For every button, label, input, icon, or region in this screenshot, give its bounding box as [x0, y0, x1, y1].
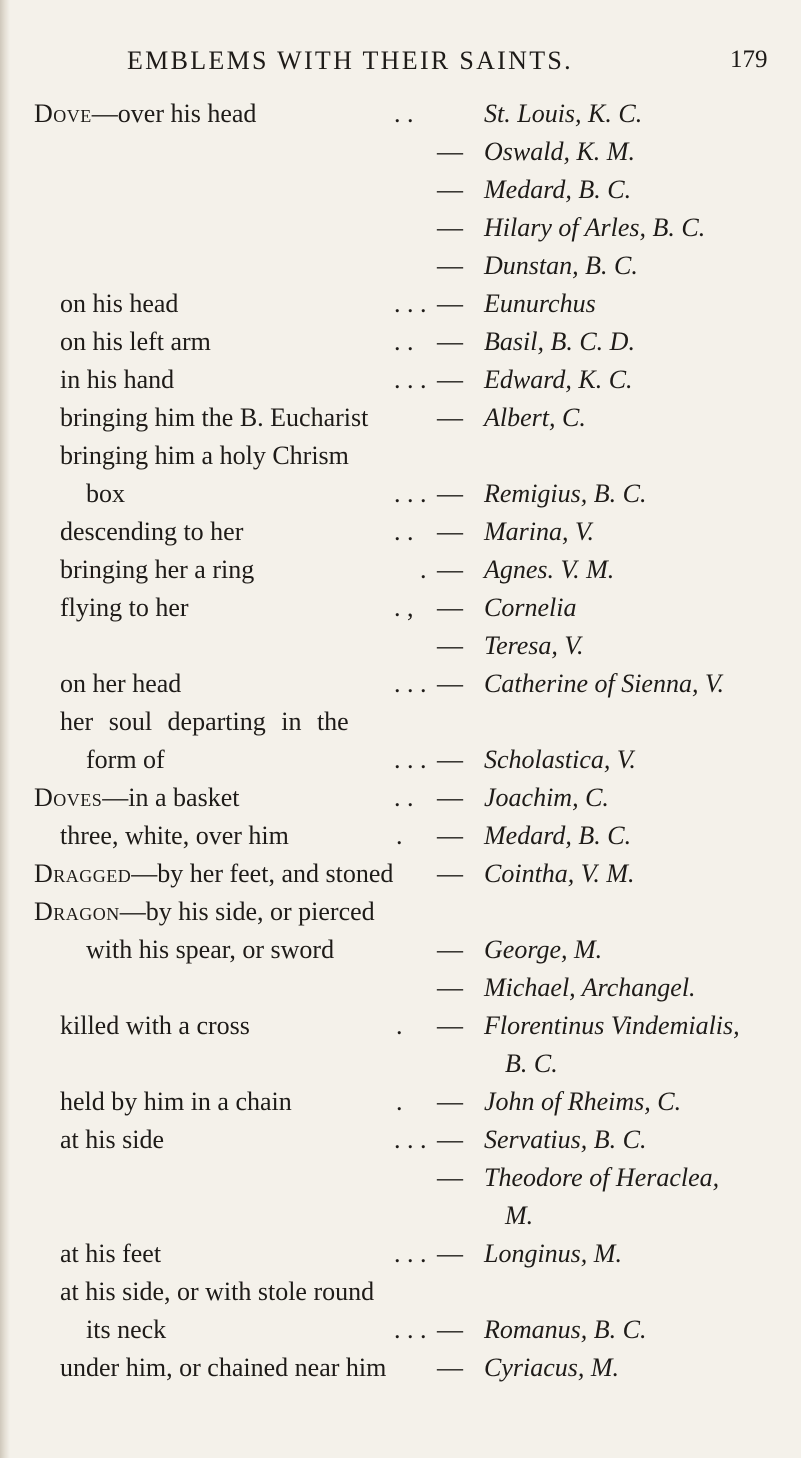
emblem-label: at his feet — [60, 1239, 162, 1268]
emblem-label: on his head — [60, 289, 179, 318]
ditto-dash: — — [437, 973, 463, 1002]
ditto-dash: — — [437, 593, 463, 622]
entry-row — [0, 247, 801, 285]
entry-row — [0, 209, 801, 247]
emblem-label: bringing him a holy Chrism — [60, 441, 349, 470]
saint-name: John of Rheims, C. — [484, 1087, 682, 1116]
entry-row — [0, 589, 801, 627]
leader-dots: . . . — [394, 1239, 427, 1268]
saint-name: Medard, B. C. — [484, 175, 632, 204]
emblem-label: under him, or chained near him — [60, 1353, 387, 1382]
emblem-label: on her head — [60, 669, 182, 698]
saint-name-continued: M. — [505, 1201, 534, 1230]
leader-dots: . — [396, 1011, 403, 1040]
emblem-heading: Doves — [34, 783, 103, 812]
entry-row — [0, 285, 801, 323]
saint-name-text: Louis, K. C. — [517, 99, 643, 128]
entry-row — [0, 703, 801, 741]
emblem-label — [34, 779, 239, 817]
entry-row — [0, 1045, 801, 1083]
leader-dots: . . . — [394, 669, 427, 698]
emblem-label: three, white, over him — [60, 821, 289, 850]
saint-name: Teresa, V. — [484, 631, 584, 660]
entry-row — [0, 95, 801, 133]
emblem-label: flying to her — [60, 593, 189, 622]
saint-name: Hilary of Arles, B. C. — [484, 213, 706, 242]
emblem-label — [34, 855, 393, 893]
ditto-dash: — — [437, 327, 463, 356]
entry-row — [0, 1349, 801, 1387]
emblem-label: killed with a cross — [60, 1011, 250, 1040]
emblem-label: its neck — [86, 1315, 167, 1344]
ditto-dash: — — [437, 1125, 463, 1154]
emblem-label: at his side — [60, 1125, 164, 1154]
saint-name: Joachim, C. — [484, 783, 609, 812]
ditto-dash: — — [437, 479, 463, 508]
saint-name: Servatius, B. C. — [484, 1125, 647, 1154]
saint-name: Longinus, M. — [484, 1239, 622, 1268]
entry-row — [0, 1273, 801, 1311]
leader-dots: . . — [394, 517, 414, 546]
entry-row — [0, 1121, 801, 1159]
ditto-dash: — — [437, 821, 463, 850]
ditto-dash: — — [437, 1353, 463, 1382]
saint-name: Albert, C. — [484, 403, 586, 432]
leader-dots: . . . — [394, 1315, 427, 1344]
entry-row — [0, 741, 801, 779]
leader-dots: . , — [394, 593, 414, 622]
emblem-label: in his hand — [60, 365, 175, 394]
emblem-heading: Dove — [34, 99, 92, 128]
ditto-dash: — — [437, 555, 463, 584]
page-number: 179 — [730, 46, 768, 73]
ditto-dash: — — [437, 251, 463, 280]
ditto-dash: — — [437, 1163, 463, 1192]
entry-row — [0, 817, 801, 855]
saint-name: Medard, B. C. — [484, 821, 632, 850]
entry-row — [0, 361, 801, 399]
saint-name: Cyriacus, M. — [484, 1353, 620, 1382]
emblem-detail: —by her feet, and stoned — [131, 859, 394, 888]
saint-name: Theodore of Heraclea, — [484, 1163, 720, 1192]
entry-row — [0, 893, 801, 931]
emblem-label: on his left arm — [60, 327, 211, 356]
leader-dots: . . . — [394, 479, 427, 508]
entry-row — [0, 1197, 801, 1235]
ditto-dash: — — [437, 935, 463, 964]
ditto-dash: — — [437, 783, 463, 812]
emblem-label — [34, 95, 256, 133]
leader-dots: . . . — [394, 745, 427, 774]
emblem-heading: Dragon — [34, 897, 120, 926]
entry-row — [0, 665, 801, 703]
ditto-dash: — — [437, 403, 463, 432]
entry-row — [0, 551, 801, 589]
saint-name-continued: B. C. — [505, 1049, 558, 1078]
saint-name — [484, 95, 642, 133]
saint-name: Cointha, V. M. — [484, 859, 635, 888]
entry-row — [0, 855, 801, 893]
emblem-detail: —in a basket — [102, 783, 240, 812]
entry-row — [0, 1311, 801, 1349]
emblem-label: box — [86, 479, 125, 508]
leader-dots: . . — [394, 783, 414, 812]
leader-dots: . — [420, 555, 427, 584]
ditto-dash: — — [437, 859, 463, 888]
entry-row — [0, 133, 801, 171]
ditto-dash: — — [437, 137, 463, 166]
emblem-label: descending to her — [60, 517, 244, 546]
emblem-label: bringing her a ring — [60, 555, 255, 584]
ditto-dash: — — [437, 213, 463, 242]
emblem-label: at his side, or with stole round — [60, 1277, 375, 1306]
entry-row — [0, 475, 801, 513]
saint-name: Agnes. V. M. — [484, 555, 615, 584]
entry-row — [0, 1007, 801, 1045]
leader-dots: . — [396, 1087, 403, 1116]
emblem-label: form of — [86, 745, 165, 774]
saint-name: Edward, K. C. — [484, 365, 633, 394]
leader-dots: . . — [394, 99, 414, 128]
saint-name: George, M. — [484, 935, 603, 964]
leader-dots: . . — [394, 327, 414, 356]
ditto-dash: — — [437, 1239, 463, 1268]
leader-dots: . — [396, 821, 403, 850]
emblem-detail: —over his head — [91, 99, 257, 128]
emblem-detail: —by his side, or pierced — [119, 897, 375, 926]
saint-name: Cornelia — [484, 593, 577, 622]
emblem-label: held by him in a chain — [60, 1087, 292, 1116]
saint-name: Romanus, B. C. — [484, 1315, 647, 1344]
leader-dots: . . . — [394, 365, 427, 394]
entry-row — [0, 931, 801, 969]
ditto-dash: — — [437, 745, 463, 774]
saint-name: Florentinus Vindemialis, — [484, 1011, 740, 1040]
running-title: EMBLEMS WITH THEIR SAINTS. — [127, 46, 573, 75]
saint-name: Catherine of Sienna, V. — [484, 669, 725, 698]
ditto-dash: — — [437, 669, 463, 698]
emblem-label — [34, 893, 375, 931]
entry-row — [0, 627, 801, 665]
entry-row — [0, 1159, 801, 1197]
entry-row — [0, 399, 801, 437]
saint-name: Oswald, K. M. — [484, 137, 635, 166]
ditto-dash: — — [437, 517, 463, 546]
saint-name: Marina, V. — [484, 517, 595, 546]
entry-row — [0, 323, 801, 361]
ditto-dash: — — [437, 365, 463, 394]
ditto-dash: — — [437, 289, 463, 318]
entry-row — [0, 969, 801, 1007]
entry-row — [0, 1235, 801, 1273]
saint-prefix: St. — [484, 99, 511, 128]
entry-row — [0, 1083, 801, 1121]
emblem-label: bringing him the B. Eucharist — [60, 403, 369, 432]
emblem-label: her soul departing in the — [60, 707, 349, 736]
emblem-label: with his spear, or sword — [86, 935, 335, 964]
entry-row — [0, 437, 801, 475]
emblem-heading: Dragged — [34, 859, 132, 888]
entry-row — [0, 171, 801, 209]
entry-row — [0, 513, 801, 551]
ditto-dash: — — [437, 631, 463, 660]
entry-row — [0, 779, 801, 817]
saint-name: Michael, Archangel. — [484, 973, 696, 1002]
saint-name: Eunurchus — [484, 289, 596, 318]
saint-name: Basil, B. C. D. — [484, 327, 635, 356]
ditto-dash: — — [437, 1087, 463, 1116]
leader-dots: . . . — [394, 289, 427, 318]
leader-dots: . . . — [394, 1125, 427, 1154]
ditto-dash: — — [437, 1315, 463, 1344]
ditto-dash: — — [437, 1011, 463, 1040]
saint-name: Dunstan, B. C. — [484, 251, 638, 280]
ditto-dash: — — [437, 175, 463, 204]
saint-name: Remigius, B. C. — [484, 479, 647, 508]
saint-name: Scholastica, V. — [484, 745, 636, 774]
